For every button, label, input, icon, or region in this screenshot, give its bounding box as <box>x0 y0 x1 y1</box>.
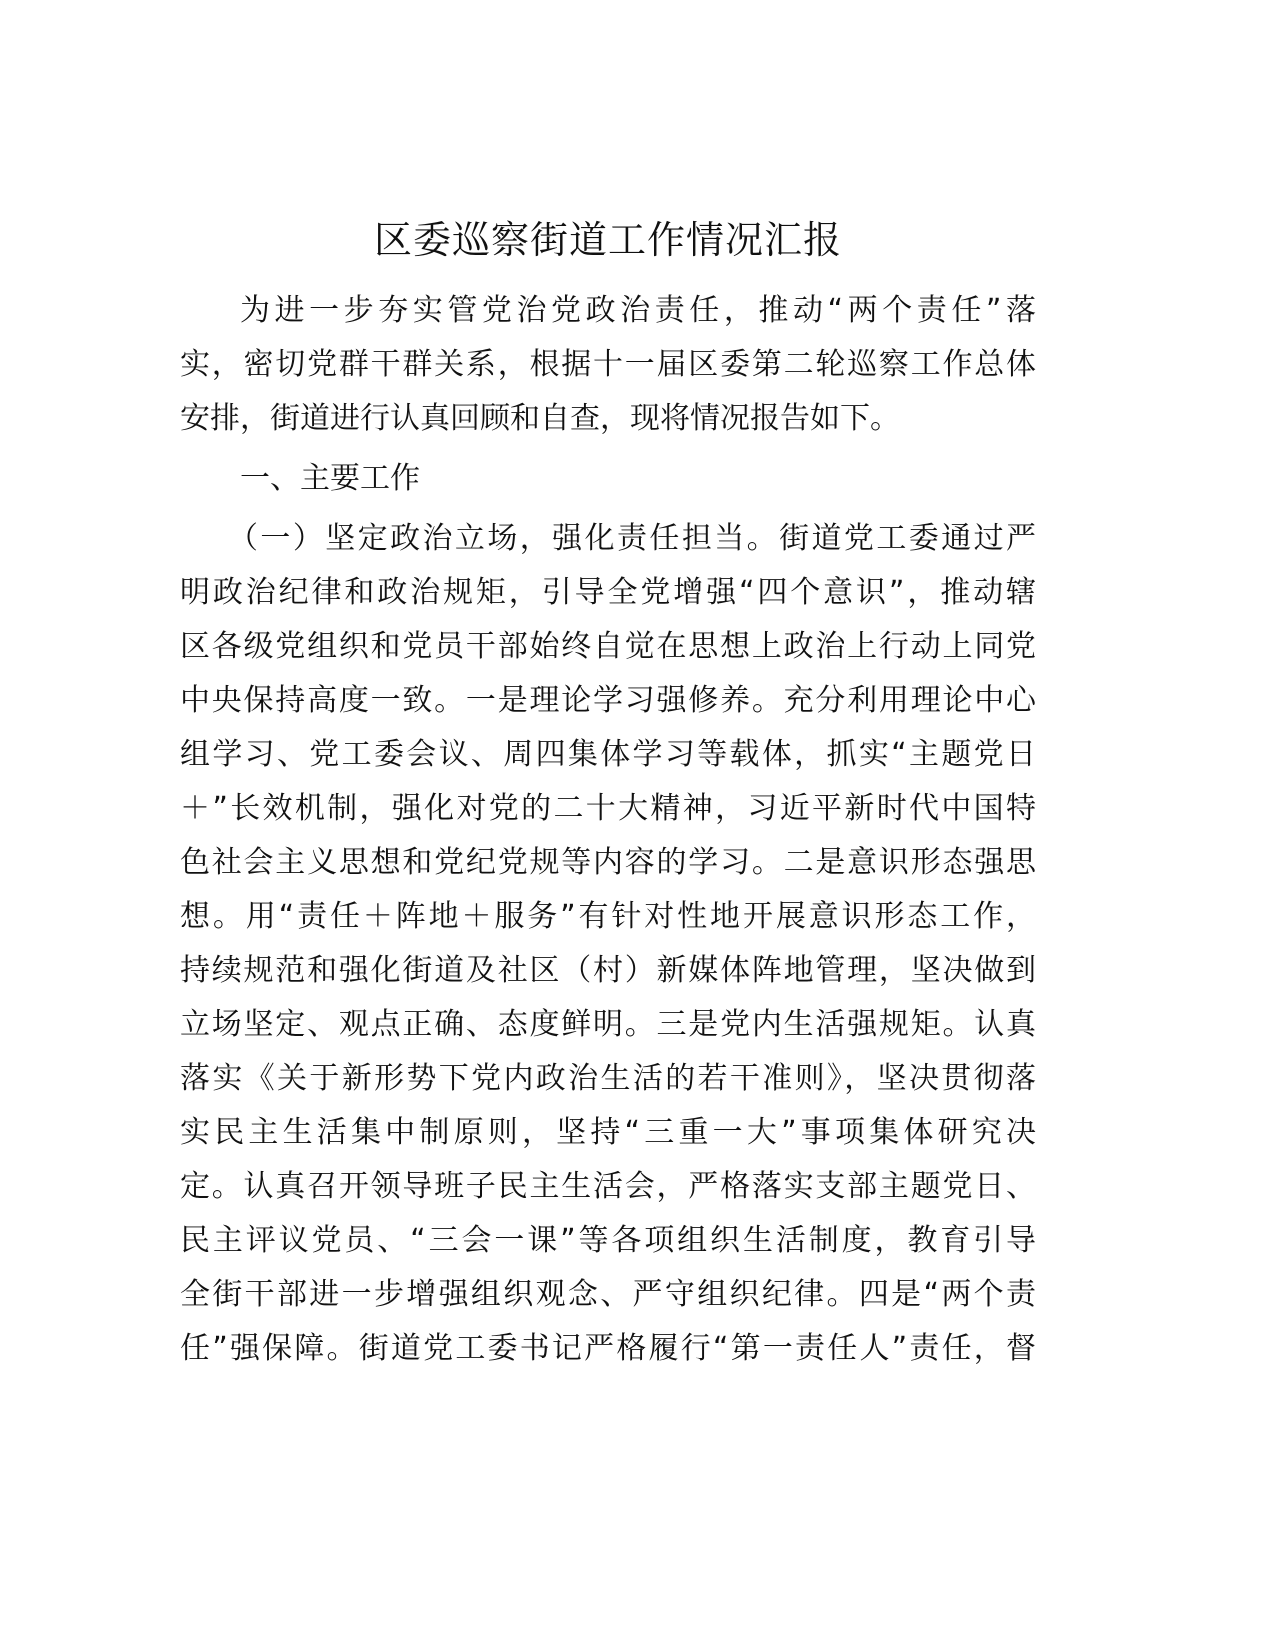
paragraph-line: 立场坚定、观点正确、态度鲜明。三是党内生活强规矩。认真 <box>180 1007 1036 1042</box>
paragraph-line: 区各级党组织和党员干部始终自觉在思想上政治上行动上同党 <box>180 629 1036 664</box>
paragraph-line: 实民主生活集中制原则，坚持“三重一大”事项集体研究决 <box>180 1115 1036 1150</box>
paragraph-line: 明政治纪律和政治规矩，引导全党增强“四个意识”，推动辖 <box>180 575 1036 610</box>
paragraph-line: 安排，街道进行认真回顾和自查，现将情况报告如下。 <box>180 401 900 436</box>
document-title: 区委巡察街道工作情况汇报 <box>373 218 842 262</box>
paragraph-line: 持续规范和强化街道及社区（村）新媒体阵地管理，坚决做到 <box>180 953 1036 988</box>
paragraph-line: 落实《关于新形势下党内政治生活的若干准则》，坚决贯彻落 <box>180 1061 1036 1096</box>
paragraph-line: 中央保持高度一致。一是理论学习强修养。充分利用理论中心 <box>180 683 1036 718</box>
paragraph-line: 定。认真召开领导班子民主生活会，严格落实支部主题党日、 <box>180 1169 1036 1204</box>
intro-paragraph <box>180 284 1036 446</box>
document-page <box>180 210 1036 1376</box>
section-one-paragraph <box>180 512 1036 1376</box>
section-heading: 一、主要工作 <box>240 461 420 496</box>
paragraph-line: 想。用“责任＋阵地＋服务”有针对性地开展意识形态工作， <box>180 899 1036 934</box>
paragraph-line: 实，密切党群干群关系，根据十一届区委第二轮巡察工作总体 <box>180 347 1036 382</box>
paragraph-line: 民主评议党员、“三会一课”等各项组织生活制度，教育引导 <box>180 1223 1036 1258</box>
paragraph-line: 任”强保障。街道党工委书记严格履行“第一责任人”责任，督 <box>180 1331 1036 1366</box>
paragraph-line: 组学习、党工委会议、周四集体学习等载体，抓实“主题党日 <box>180 737 1036 772</box>
paragraph-line: 为进一步夯实管党治党政治责任，推动“两个责任”落 <box>240 293 1036 328</box>
paragraph-line: （一）坚定政治立场，强化责任担当。街道党工委通过严 <box>228 521 1036 556</box>
paragraph-line: 全街干部进一步增强组织观念、严守组织纪律。四是“两个责 <box>180 1277 1036 1312</box>
paragraph-line: ＋”长效机制，强化对党的二十大精神，习近平新时代中国特 <box>180 791 1036 826</box>
paragraph-line: 色社会主义思想和党纪党规等内容的学习。二是意识形态强思 <box>180 845 1036 880</box>
